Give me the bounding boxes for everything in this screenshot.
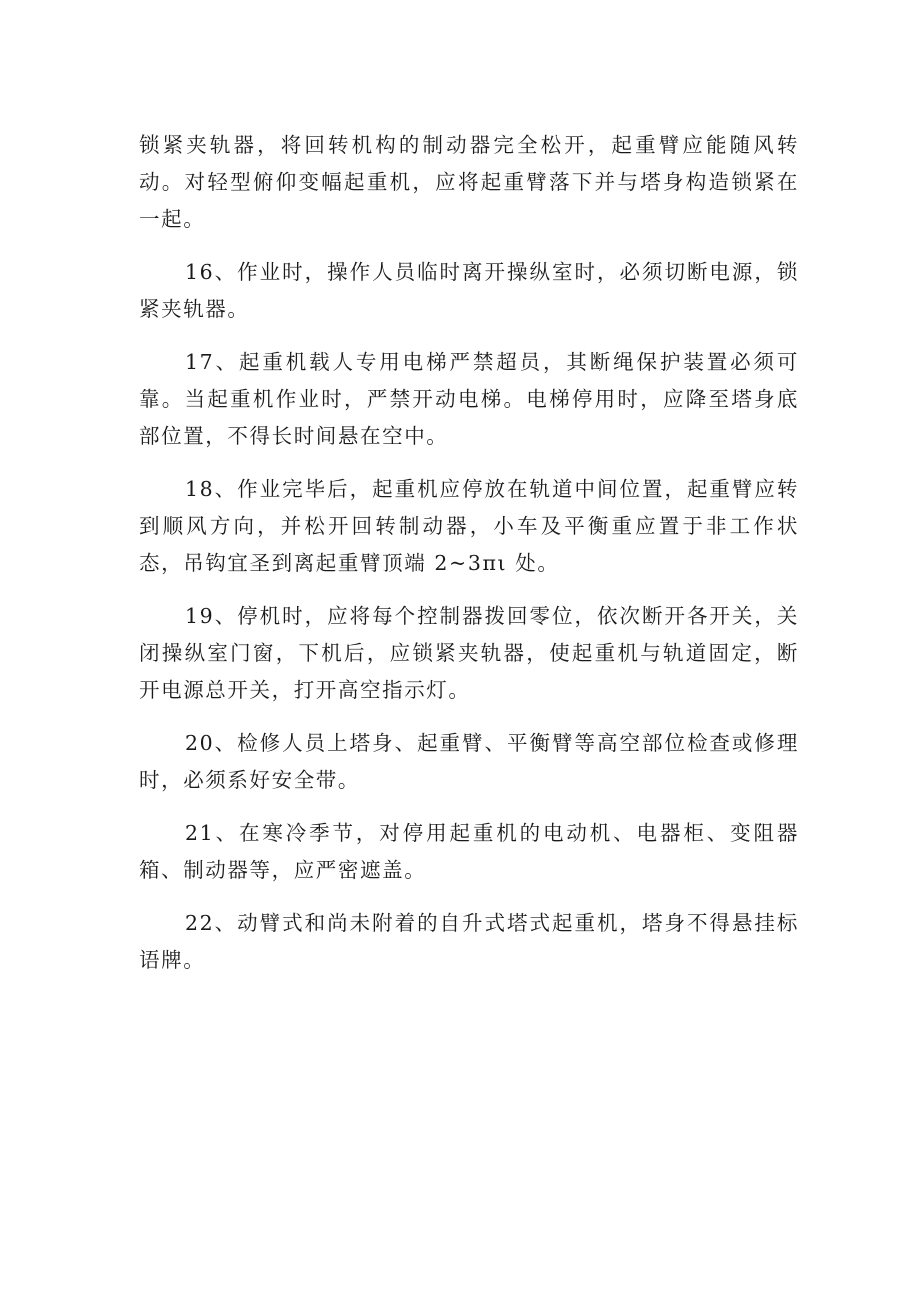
paragraph-item-16: 16、作业时，操作人员临时离开操纵室时，必须切断电源，锁紧夹轨器。	[139, 260, 799, 321]
document-body	[139, 127, 799, 995]
paragraph-item-21: 21、在寒冷季节，对停用起重机的电动机、电器柜、变阻器箱、制动器等，应严密遮盖。	[139, 821, 799, 882]
paragraph-item-20: 20、检修人员上塔身、起重臂、平衡臂等高空部位检查或修理时，必须系好安全带。	[139, 731, 799, 792]
paragraph-item-18: 18、作业完毕后，起重机应停放在轨道中间位置，起重臂应转到顺风方向，并松开回转制动器，小车及平衡重应置于非工作状态，吊钩宜圣到离起重臂顶端 2~3πι 处。	[139, 477, 799, 575]
paragraph-item-22: 22、动臂式和尚未附着的自升式塔式起重机，塔身不得悬挂标语牌。	[139, 911, 799, 972]
paragraph-item-19: 19、停机时，应将每个控制器拨回零位，依次断开各开关，关闭操纵室门窗，下机后，应锁紧夹轨器，使起重机与轨道固定，断开电源总开关，打开高空指示灯。	[139, 604, 799, 702]
paragraph-item-17: 17、起重机载人专用电梯严禁超员，其断绳保护装置必须可靠。当起重机作业时，严禁开动电梯。电梯停用时，应降至塔身底部位置，不得长时间悬在空中。	[139, 350, 799, 448]
paragraph-continuation: 锁紧夹轨器，将回转机构的制动器完全松开，起重臂应能随风转动。对轻型俯仰变幅起重机，应将起重臂落下并与塔身构造锁紧在一起。	[139, 133, 799, 231]
